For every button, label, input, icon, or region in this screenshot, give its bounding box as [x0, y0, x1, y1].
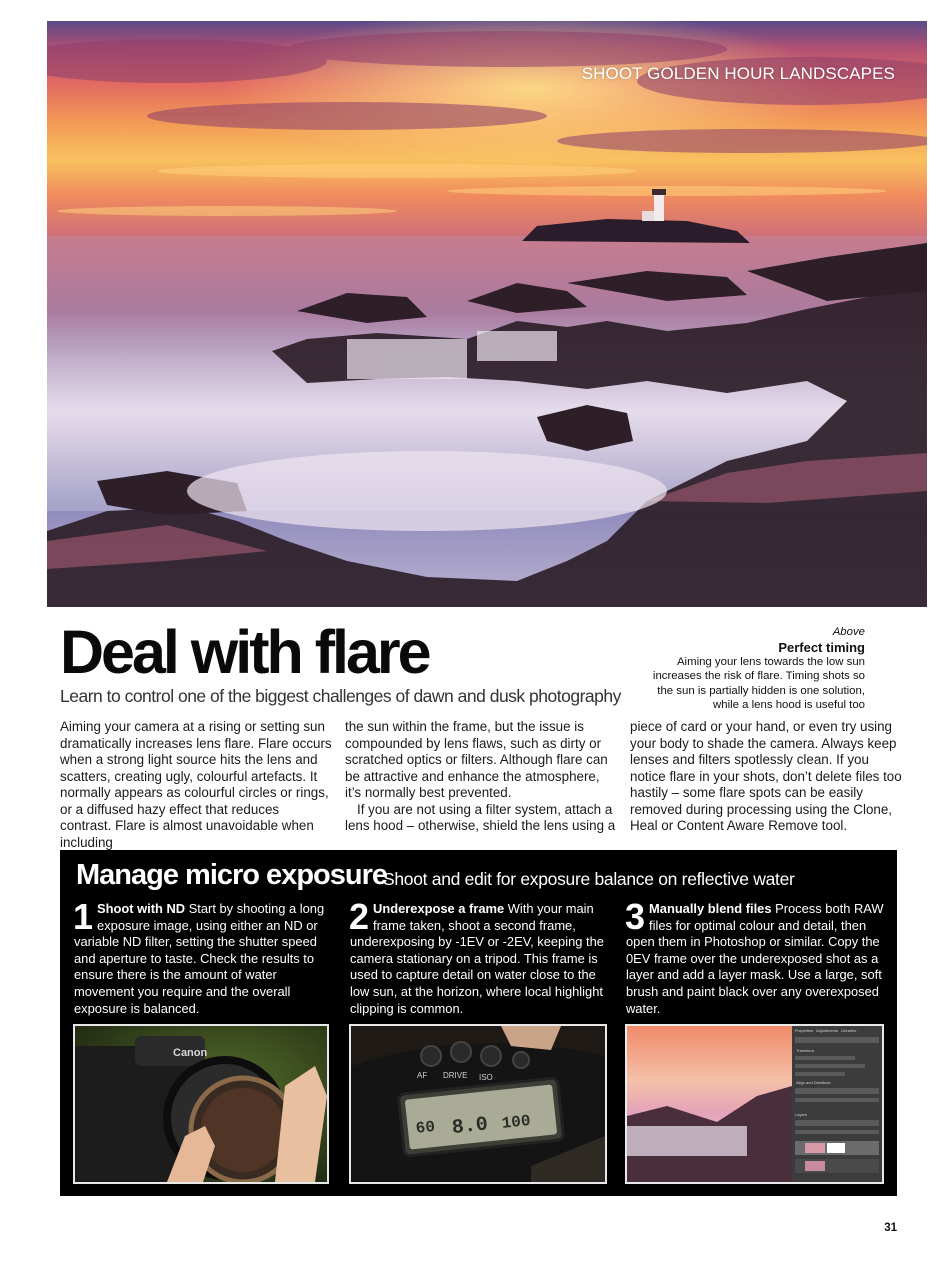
- step-lead: Underexpose a frame: [373, 901, 505, 916]
- caption-text: Aiming your lens towards the low sun increases the risk of flare. Timing shots so the sun is partially hidden is one solution, while a lens hood is useful too: [652, 655, 865, 711]
- page-number: 31: [884, 1222, 897, 1234]
- body-column-1: [60, 719, 332, 851]
- photo-caption: [635, 625, 865, 713]
- step-number: 1: [73, 896, 94, 937]
- body-paragraph: piece of card or your hand, or even try using your body to shade the camera. Always keep lenses and filters spotlessly clean. If you notice flare in your shots, don’t delete files too hastily – some flare spots can be easily removed during processing using the Clone, Heal or Content Aware Remove tool.: [630, 719, 902, 833]
- body-paragraph: the sun within the frame, but the issue is compounded by lens flaws, such as dirty or scratched optics or filters. Although flare can be attractive and enhance the atmosphere, it’s normally best prevented.: [345, 719, 608, 800]
- step-text: Process both RAW files for optimal colour and detail, then open them in Photoshop or similar. Copy the 0EV frame over the underexposed shot as a layer and add a layer mask. Use a large, soft brush and paint black over any overexposed water.: [626, 901, 884, 1016]
- body-column-2: [345, 719, 617, 835]
- ps-section-transform: Transform: [796, 1048, 815, 1053]
- step-1: [73, 896, 332, 1017]
- step-lead: Manually blend files: [649, 901, 772, 916]
- nd-filter-photo: [73, 1024, 329, 1184]
- camera-lcd-photo: [349, 1024, 607, 1184]
- caption-title: Perfect timing: [778, 639, 865, 655]
- step-2: [349, 896, 608, 1017]
- step-number: 3: [625, 896, 646, 937]
- ps-tab-properties[interactable]: Properties: [795, 1028, 814, 1033]
- step-text: Start by shooting a long exposure image, using either an ND or variable ND filter, setting the shutter speed and aperture to taste. Check the results to ensure there is the amount of water movement you require and the overall exposure is balanced.: [74, 901, 325, 1016]
- standfirst: Learn to control one of the biggest challenges of dawn and dusk photography: [60, 686, 621, 706]
- headline: Deal with flare: [60, 618, 429, 686]
- section-tag: SHOOT GOLDEN HOUR LANDSCAPES: [581, 64, 895, 83]
- photoshop-blend-screenshot: [625, 1024, 884, 1184]
- body-paragraph: Aiming your camera at a rising or setting sun dramatically increases lens flare. Flare occurs when a strong light source hits the lens and scatters, creating ugly, colourful artefacts. It normally appears as colourful circles or rings, or a diffused hazy effect that reduces contrast. Flare is almost unavoidable when including: [60, 719, 332, 850]
- lcd-aperture: 8.0: [450, 1113, 490, 1141]
- box-title: Manage micro exposure: [76, 859, 387, 891]
- step-lead: Shoot with ND: [97, 901, 186, 916]
- body-column-3: [630, 719, 902, 835]
- ps-tab-adjustments[interactable]: Adjustments: [816, 1028, 839, 1033]
- body-paragraph: If you are not using a filter system, attach a lens hood – otherwise, shield the lens using a: [345, 801, 616, 833]
- caption-kicker: Above: [832, 626, 865, 638]
- sunset-seascape-image: [47, 21, 927, 607]
- camera-brand-text: Canon: [173, 1047, 208, 1059]
- step-number: 2: [349, 896, 370, 937]
- af-button-label: AF: [417, 1071, 428, 1080]
- hero-photo: [47, 21, 927, 607]
- step-text: With your main frame taken, shoot a second frame, underexposing by -1EV or -2EV, keeping the camera stationary on a tripod. This frame is used to capture detail on water close to the low sun, at the horizon, where local highlight clipping is common.: [350, 901, 604, 1016]
- lcd-iso: 100: [500, 1111, 532, 1133]
- ps-tab-layers[interactable]: Layers: [795, 1112, 808, 1117]
- technique-box: [60, 850, 897, 1196]
- box-subtitle: Shoot and edit for exposure balance on reflective water: [383, 869, 795, 889]
- step-3: [625, 896, 884, 1017]
- ps-section-align: Align and Distribute: [796, 1080, 831, 1085]
- lcd-shutter: 60: [414, 1117, 436, 1138]
- drive-button-label: DRIVE: [443, 1071, 468, 1080]
- iso-button-label: ISO: [479, 1073, 493, 1082]
- ps-tab-libraries[interactable]: Libraries: [841, 1028, 857, 1033]
